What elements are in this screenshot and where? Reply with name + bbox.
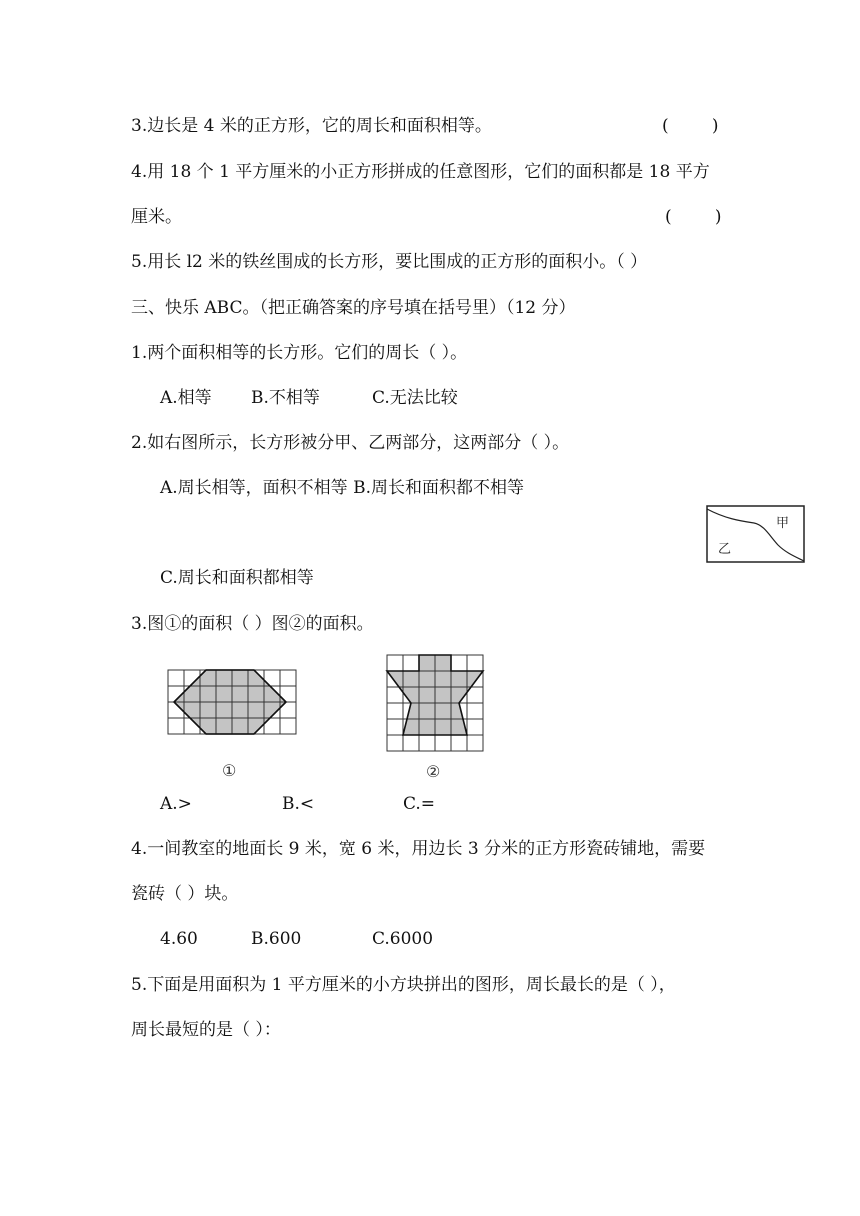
- mc2-options-ab: A.周长相等，面积不相等 B.周长和面积都不相等: [160, 478, 524, 498]
- grid-figure-1: [166, 668, 306, 780]
- mc-question-4-line1: 4.一间教室的地面长 9 米，宽 6 米，用边长 3 分米的正方形瓷砖铺地，需要: [131, 839, 706, 859]
- mc4-option-c: C.6000: [372, 929, 434, 949]
- section-3-title: 三、快乐 ABC。（把正确答案的序号填在括号里）（12 分）: [131, 298, 576, 318]
- mc1-option-a: A.相等: [160, 388, 212, 408]
- mc-question-2: 2.如右图所示，长方形被分甲、乙两部分，这两部分（ ）。: [131, 433, 570, 453]
- grid-figure-2: [385, 653, 495, 781]
- mc1-option-b: B.不相等: [251, 388, 320, 408]
- question-5: 5.用长 l2 米的铁丝围成的长方形，要比围成的正方形的面积小。（ ）: [131, 252, 648, 272]
- question-3: 3.边长是 4 米的正方形，它的周长和面积相等。: [131, 116, 492, 136]
- mc2-option-c: C.周长和面积都相等: [160, 568, 314, 588]
- mc3-option-b: B.<: [282, 794, 315, 814]
- mc-question-3: 3.图①的面积（ ）图②的面积。: [131, 614, 374, 634]
- rectangle-figure: [706, 505, 806, 565]
- grid1-label: ①: [222, 761, 237, 780]
- mc4-option-b: B.600: [251, 929, 302, 949]
- answer-paren-3: ( ): [662, 116, 719, 136]
- mc3-option-a: A.>: [160, 794, 192, 814]
- mc4-option-a: 4.60: [160, 929, 198, 949]
- question-4-line1: 4.用 18 个 1 平方厘米的小正方形拼成的任意图形，它们的面积都是 18 平方: [131, 162, 710, 182]
- mc-question-4-line2: 瓷砖（ ）块。: [131, 884, 239, 904]
- mc-question-1: 1.两个面积相等的长方形。它们的周长（ ）。: [131, 343, 468, 363]
- mc1-option-c: C.无法比较: [372, 388, 458, 408]
- question-4-line2: 厘米。: [131, 207, 182, 227]
- mc-question-5-line2: 周长最短的是（ ）：: [131, 1020, 281, 1040]
- mc-question-5-line1: 5.下面是用面积为 1 平方厘米的小方块拼出的图形，周长最长的是（ ），: [131, 975, 676, 995]
- answer-paren-4: ( ): [665, 207, 722, 227]
- label-jia: 甲: [776, 516, 790, 531]
- grid2-label: ②: [426, 762, 441, 781]
- mc3-option-c: C.=: [403, 794, 436, 814]
- label-yi: 乙: [718, 542, 732, 557]
